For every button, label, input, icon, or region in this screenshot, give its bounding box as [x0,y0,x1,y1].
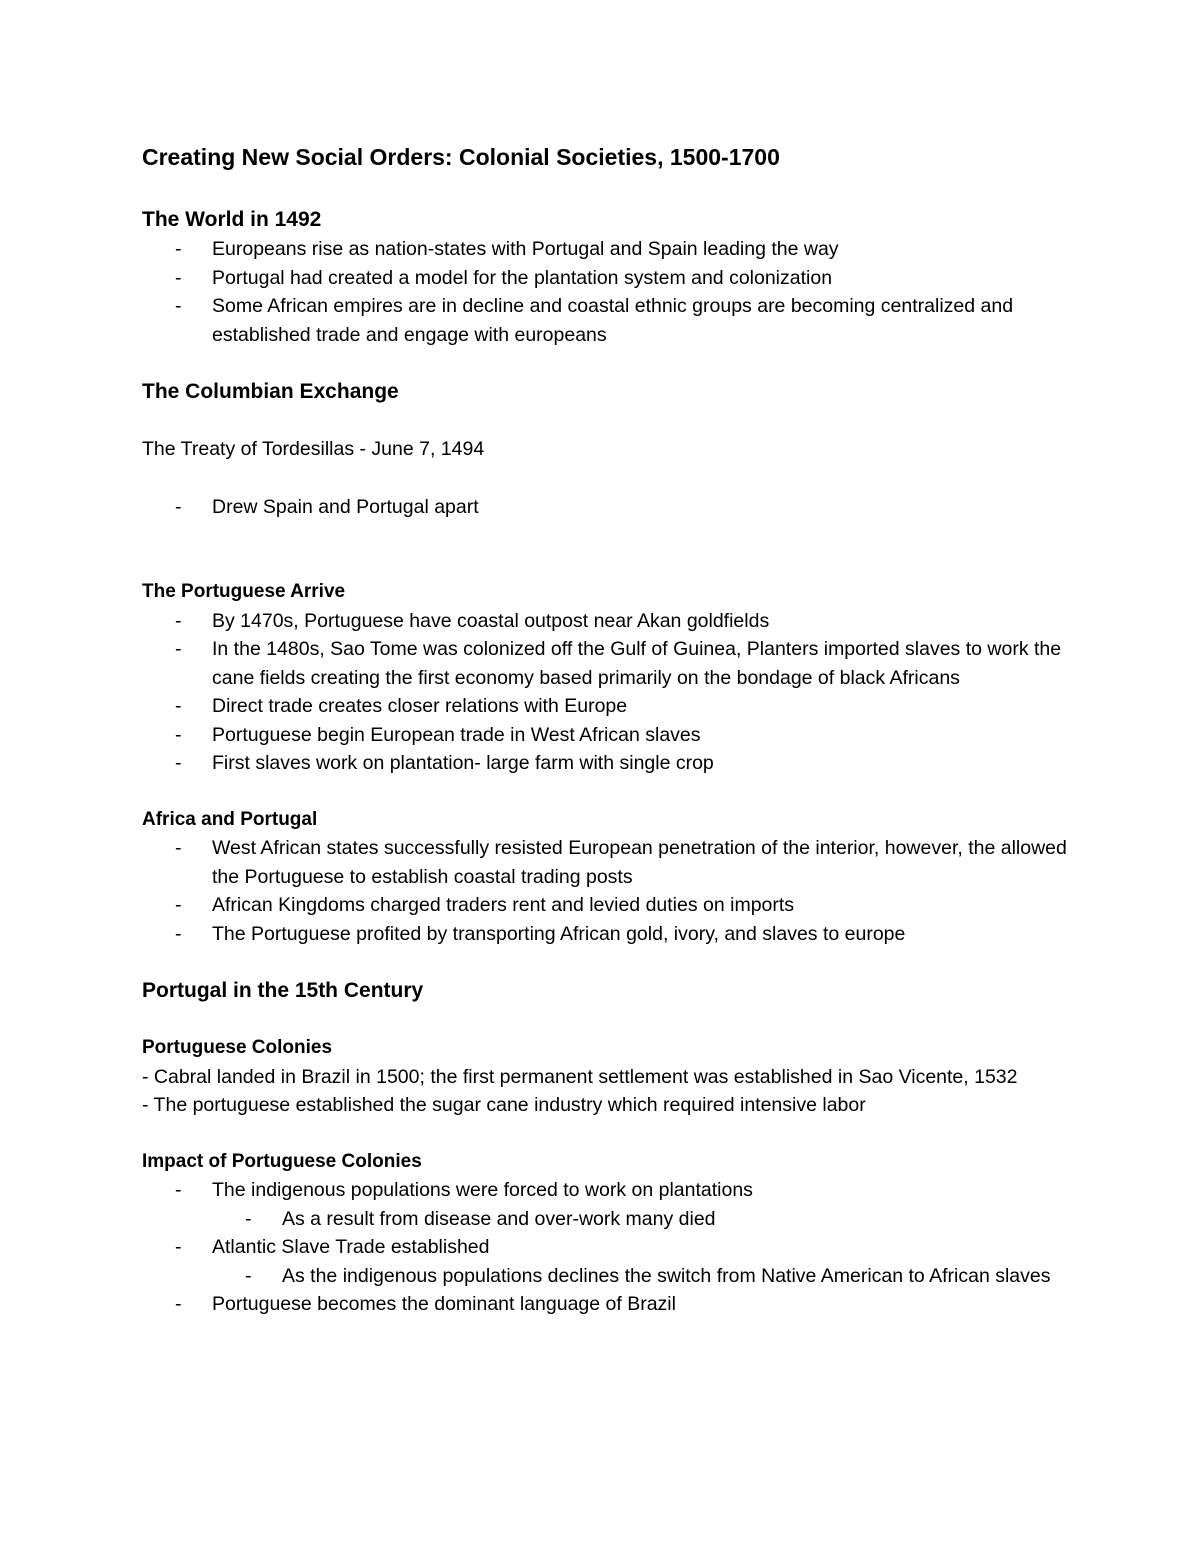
list-item: - Portuguese becomes the dominant language of Brazil [142,1290,1082,1319]
list-item: - First slaves work on plantation- large farm with single crop [142,749,1082,778]
list-item: - Portuguese begin European trade in West African slaves [142,721,1082,750]
sub-list-item: - As a result from disease and over-work many died [142,1205,1082,1234]
list-item: - The Portuguese profited by transporting African gold, ivory, and slaves to europe [142,920,1082,949]
colonies-line: - The portuguese established the sugar cane industry which required intensive labor [142,1094,866,1116]
heading-portuguese-arrive: The Portuguese Arrive [142,581,346,602]
list-item: - The indigenous populations were forced to work on plantations [142,1176,1082,1205]
list-item: - Europeans rise as nation-states with Portugal and Spain leading the way [142,235,1082,264]
sub-list-item: - As the indigenous populations declines the switch from Native American to African slaves [142,1262,1082,1291]
list-item: - Some African empires are in decline and coastal ethnic groups are becoming centralized and established trade and engage with europeans [142,292,1082,349]
colonies-line: - Cabral landed in Brazil in 1500; the first permanent settlement was established in Sao Vicente, 1532 [142,1065,1018,1088]
heading-portuguese-colonies: Portuguese Colonies [142,1037,333,1058]
list-portuguese-arrive [142,607,1082,778]
heading-columbian-exchange: The Columbian Exchange [142,380,399,403]
treaty-line: The Treaty of Tordesillas - June 7, 1494 [142,438,485,460]
list-africa-portugal [142,834,1082,948]
heading-impact: Impact of Portuguese Colonies [142,1150,422,1172]
heading-portugal-15th: Portugal in the 15th Century [142,979,424,1002]
list-item: - Drew Spain and Portugal apart [142,493,1082,522]
list-item: - Portugal had created a model for the plantation system and colonization [142,264,1082,293]
list-item: - Atlantic Slave Trade established [142,1233,1082,1262]
list-world-1492 [142,235,1082,349]
list-item: - In the 1480s, Sao Tome was colonized off the Gulf of Guinea, Planters imported slaves to work the cane fields creating the first economy based primarily on the bondage of black Africans [142,635,1082,692]
list-item: - Direct trade creates closer relations with Europe [142,692,1082,721]
list-columbian-exchange [142,493,1082,522]
heading-world-1492: The World in 1492 [142,208,322,231]
list-item: - African Kingdoms charged traders rent and levied duties on imports [142,891,1082,920]
list-item: - West African states successfully resisted European penetration of the interior, however, the allowed the Portuguese to establish coastal trading posts [142,834,1082,891]
document-page [142,139,1082,1319]
list-impact [142,1176,1082,1319]
list-item: - By 1470s, Portuguese have coastal outpost near Akan goldfields [142,607,1082,636]
document-title: Creating New Social Orders: Colonial Societies, 1500-1700 [142,144,780,170]
heading-africa-portugal: Africa and Portugal [142,808,318,830]
